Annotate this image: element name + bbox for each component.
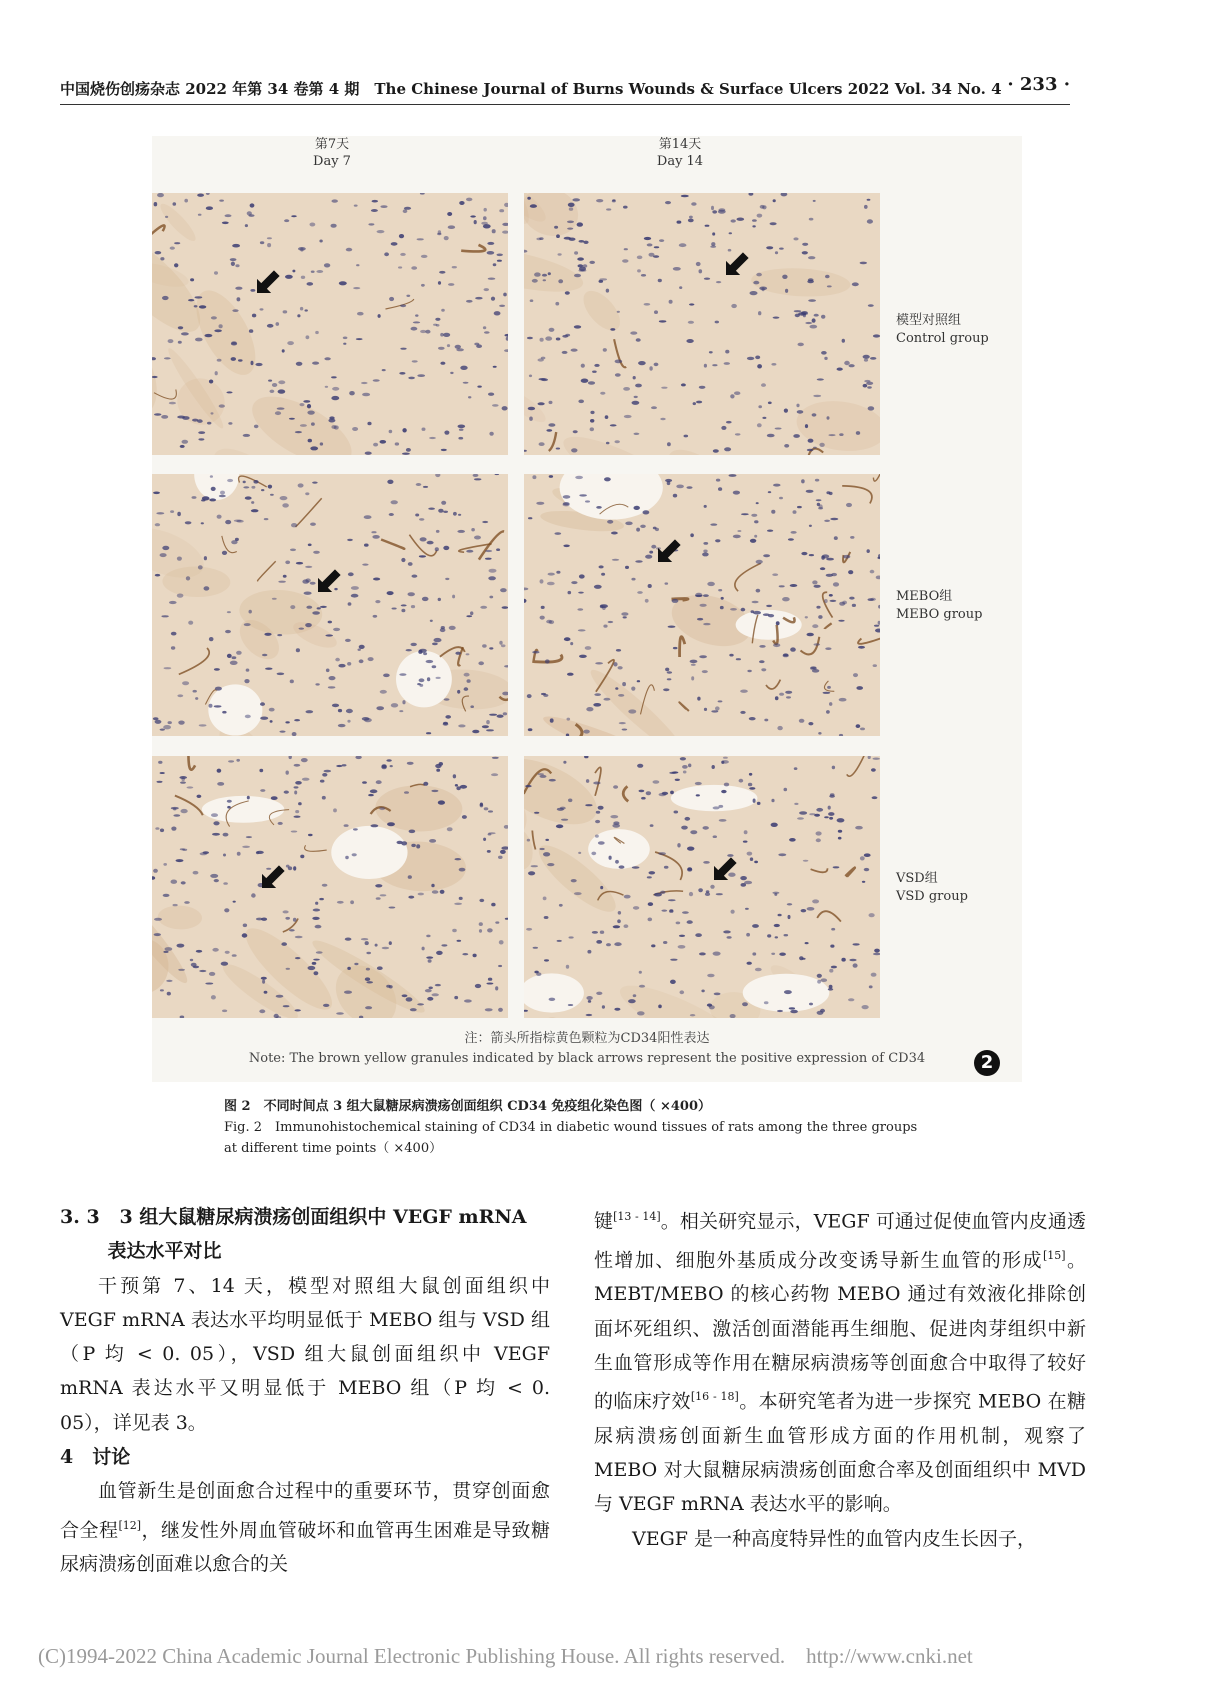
text: 。MEBT/MEBO 的核心药物 MEBO 通过有效液化排除创面坏死组织、激活创面潜能再生细胞、促进肉芽组织中新生血管形成等作用在糖尿病溃疡等创面愈合中取得了较好的临床疗效	[594, 1248, 1086, 1413]
row-label-mebo	[896, 588, 982, 624]
micrograph-image	[152, 474, 508, 736]
citation: [13 - 14]	[613, 1210, 661, 1223]
row-label-cn: VSD组	[896, 871, 938, 886]
section-title: 3 组大鼠糖尿病溃疡创面组织中 VEGF mRNA	[119, 1206, 527, 1228]
column-label-cn: 第14天	[658, 137, 702, 152]
copyright-footer: (C)1994-2022 China Academic Journal Electronic Publishing House. All rights reserved. http://www.cnki.net	[38, 1644, 973, 1668]
figure-note-en: Note: The brown yellow granules indicated by black arrows represent the positive expression of CD34	[248, 1051, 926, 1066]
micrograph-image	[524, 756, 880, 1018]
micrograph-vsd-day7	[152, 756, 508, 1018]
caption-en-line2: at different time points（ ×400）	[224, 1141, 443, 1156]
caption-en-line1: Fig. 2 Immunohistochemical staining of CD34 in diabetic wound tissues of rats among the three groups	[224, 1120, 918, 1135]
paragraph-3-3: 干预第 7、14 天，模型对照组大鼠创面组织中 VEGF mRNA 表达水平均明显低于 MEBO 组与 VSD 组（P 均 < 0. 05），VSD 组大鼠创面组织中 VEGF mRNA 表达水平又明显低于 MEBO 组（P 均 < 0. 05），详见表 3。	[60, 1274, 550, 1434]
row-label-cn: MEBO组	[896, 589, 953, 604]
running-header	[60, 74, 1070, 102]
micrograph-mebo-day14	[524, 474, 880, 736]
column-label-en: Day 14	[656, 154, 704, 169]
text: 。本研究笔者为进一步探究 MEBO 在糖尿病溃疡创面新生血管形成方面的作用机制，观察了 MEBO 对大鼠糖尿病溃疡创面愈合率及创面组织中 MVD 与 VEGF mRNA 表达水平的影响。	[594, 1390, 1086, 1516]
row-label-en: Control group	[896, 331, 989, 346]
section-3-3-heading-cont: 表达水平对比	[107, 1240, 222, 1263]
paragraph-discussion-1-cont	[594, 1200, 1086, 1522]
text: ，继发性外周血管破坏和血管再生困难是导致糖尿病溃疡创面难以愈合的关	[60, 1519, 550, 1576]
column-label-en: Day 7	[313, 154, 351, 169]
micrograph-mebo-day7	[152, 474, 508, 736]
text: 。相关研究显示，VEGF 可通过促使血管内皮通透性增加、细胞外基质成分改变诱导新生血管的形成	[594, 1210, 1086, 1271]
text-column-right	[594, 1200, 1086, 1556]
column-label-day14	[500, 136, 860, 170]
row-label-en: VSD group	[896, 889, 968, 904]
row-label-en: MEBO group	[896, 607, 983, 622]
section-4-heading: 4 讨论	[60, 1446, 131, 1469]
citation: [16 - 18]	[690, 1390, 739, 1404]
micrograph-control-day14	[524, 193, 880, 455]
micrograph-image	[152, 756, 508, 1018]
micrograph-image	[524, 193, 880, 455]
text-column-left	[60, 1200, 550, 1582]
paragraph-discussion-1	[60, 1474, 550, 1581]
figure-2	[152, 136, 1022, 1082]
text: 血管新生是创面愈合过程中的重要环节，贯穿创面愈合全程	[60, 1480, 550, 1541]
figure-number-badge: 2	[974, 1050, 1000, 1076]
figure-caption	[224, 1096, 1054, 1159]
micrograph-image	[524, 474, 880, 736]
section-number: 3. 3	[60, 1206, 100, 1228]
header-rule	[60, 104, 1070, 105]
micrograph-control-day7	[152, 193, 508, 455]
text: 键	[594, 1210, 614, 1233]
row-label-vsd	[896, 870, 968, 906]
micrograph-vsd-day14	[524, 756, 880, 1018]
row-label-cn: 模型对照组	[896, 313, 962, 328]
column-label-day7	[152, 136, 512, 170]
paragraph-discussion-2: VEGF 是一种高度特异性的血管内皮生长因子，	[632, 1527, 1036, 1550]
figure-note-cn: 注：箭头所指棕黄色颗粒为CD34阳性表达	[464, 1031, 710, 1046]
caption-cn: 图 2 不同时间点 3 组大鼠糖尿病溃疡创面组织 CD34 免疫组化染色图（ ×400）	[224, 1099, 711, 1114]
micrograph-image	[152, 193, 508, 455]
running-title: 中国烧伤创疡杂志 2022 年第 34 卷第 4 期 The Chinese Journal of Burns Wounds & Surface Ulcers 2022 Vol. 34 No. 4	[60, 80, 1002, 98]
citation: [15]	[1042, 1248, 1066, 1262]
citation: [12]	[118, 1518, 142, 1532]
section-3-3-heading	[60, 1200, 550, 1234]
column-label-cn: 第7天	[314, 137, 350, 152]
page-number: · 233 ·	[1007, 74, 1070, 95]
row-label-control	[896, 312, 989, 348]
